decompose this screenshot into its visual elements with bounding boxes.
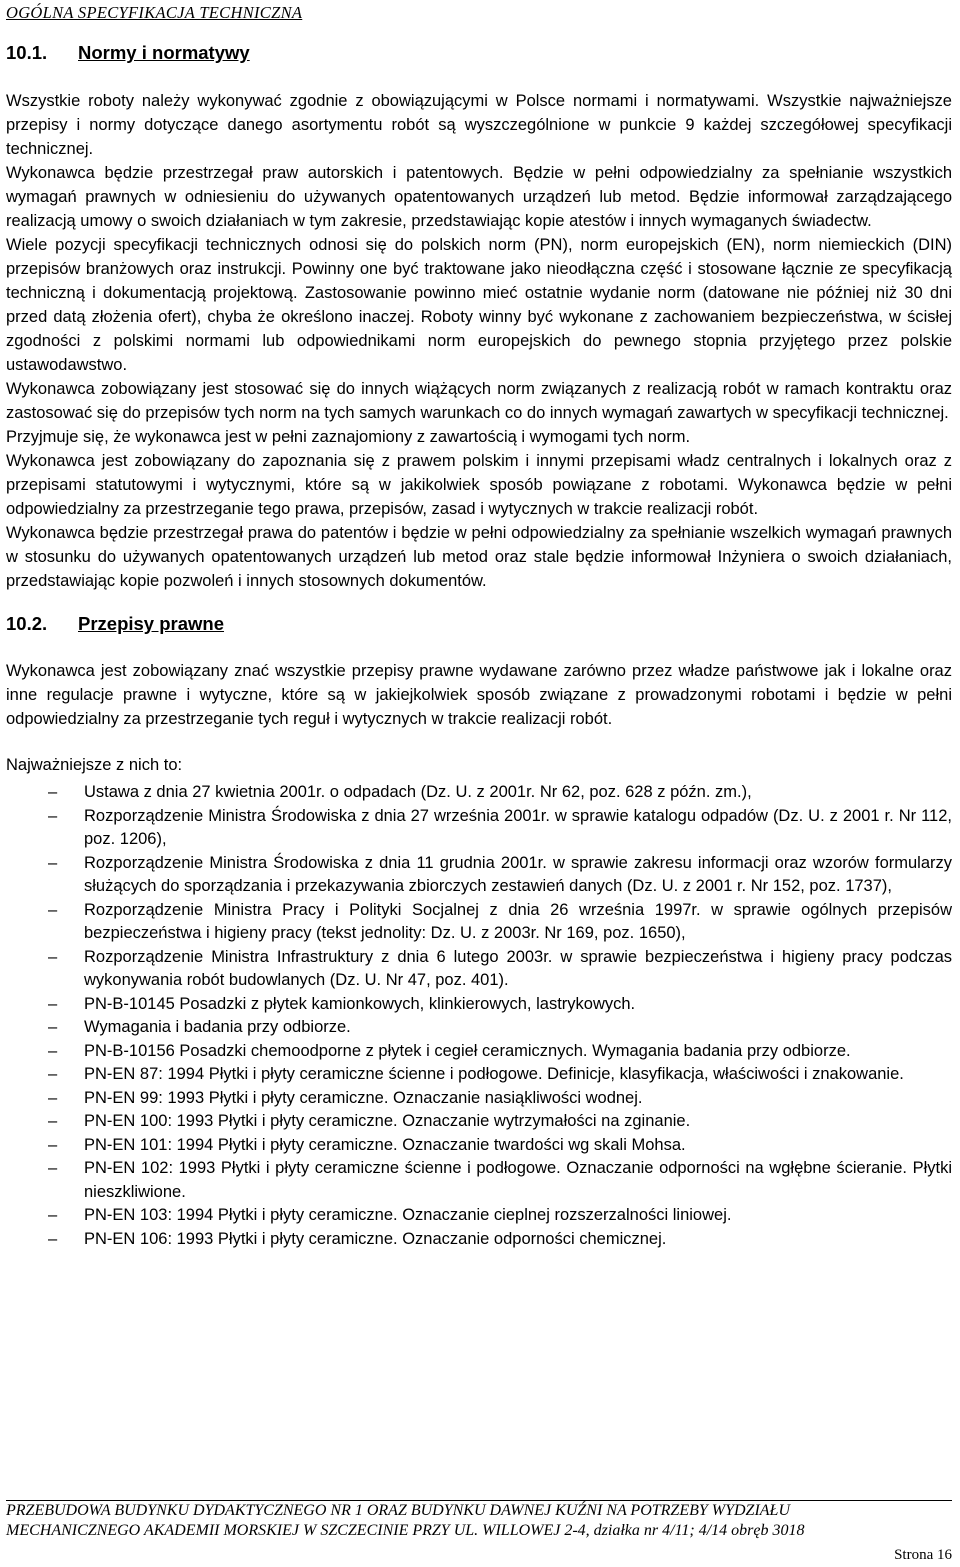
dash-bullet: – [48,1088,58,1107]
dash-bullet: – [48,947,58,966]
paragraph: Wykonawca będzie przestrzegał praw autorskich i patentowych. Będzie w pełni odpowiedzialny za spełnianie wszystkich wymagań prawnych w odniesieniu do używanych opatentowanych urządzeń lub metod. Będzie informował zarządzającego realizacją umowy o swoich działaniach w tym zakresie, przedstawiając kopie atestów i innych wymaganych świadectw. [6,164,952,230]
paragraph: Wykonawca zobowiązany jest stosować się do innych wiążących norm związanych z realizacją robót w ramach kontraktu oraz zastosować się do przepisów tych norm na tych samych warunkach co do innych wymagań zawartych w specyfikacji technicznej. [6,380,952,422]
paragraph: Wykonawca jest zobowiązany do zapoznania się z prawem polskim i innymi przepisami władz centralnych i lokalnych oraz z przepisami statutowymi i wytycznymi, które są w jakikolwiek sposób powiązane z robotami. Wykonawca będzie w pełni odpowiedzialny za przestrzeganie tego prawa, przepisów, zasad i wytycznych w trakcie realizacji robót. [6,452,952,518]
list-item: – PN-EN 103: 1994 Płytki i płyty ceramiczne. Oznaczanie cieplnej rozszerzalności liniowej. [6,1204,952,1228]
paragraph: Wykonawca jest zobowiązany znać wszystkie przepisy prawne wydawane zarówno przez władze państwowe jak i lokalne oraz inne regulacje prawne i wytyczne, które są w jakiejkolwiek sposób związane z prowadzonymi robotami i będzie w pełni odpowiedzialny za przestrzeganie tych reguł i wytycznych w trakcie realizacji robót. [6,662,952,728]
dash-bullet: – [48,1229,58,1248]
dash-bullet: – [48,1206,58,1224]
section-number: 10.1. [6,42,48,63]
list-item: – PN-EN 106: 1993 Płytki i płyty ceramiczne. Oznaczanie odporności chemicznej. [6,1228,952,1252]
dash-bullet: – [48,900,58,919]
page-number: Strona 16 [894,1547,952,1563]
list-item: – PN-EN 101: 1994 Płytki i płyty ceramiczne. Oznaczanie twardości wg skali Mohsa. [6,1134,952,1158]
list-item: – Rozporządzenie Ministra Środowiska z dnia 11 grudnia 2001r. w sprawie zakresu informacji oraz wzorów formularzy służących do sporządzania i przekazywania zbiorczych zestawień danych (Dz. U. z 2001 r. Nr 152, poz. 1737), [6,852,952,899]
paragraph: Wykonawca będzie przestrzegał prawa do patentów i będzie w pełni odpowiedzialny za spełnianie wszelkich wymagań prawnych w stosunku do używanych opatentowanych urządzeń lub metod oraz stale będzie informował Inżyniera o swoich działaniach, przedstawiając kopie pozwoleń i innych stosownych dokumentów. [6,524,952,590]
section-heading-10-1 [6,42,952,64]
list-item: – PN-EN 102: 1993 Płytki i płyty ceramiczne ścienne i podłogowe. Oznaczanie odporności na wgłębne ścieranie. Płytki nieszkliwione. [6,1157,952,1204]
list-item: – PN-B-10156 Posadzki chemoodporne z płytek i cegieł ceramicznych. Wymagania badania przy odbiorze. [6,1040,952,1064]
list-item: – Ustawa z dnia 27 kwietnia 2001r. o odpadach (Dz. U. z 2001r. Nr 62, poz. 628 z późn. zm.), [6,781,952,805]
section-heading-10-2 [6,613,952,635]
list-intro: Najważniejsze z nich to: [6,756,183,774]
dash-bullet: – [48,853,58,872]
dash-bullet: – [48,1112,58,1130]
page-footer [6,1501,952,1541]
dash-bullet: – [48,1065,58,1083]
dash-bullet: – [48,994,58,1013]
paragraph: Wiele pozycji specyfikacji technicznych odnosi się do polskich norm (PN), norm europejskich (EN), norm niemieckich (DIN) przepisów branżowych oraz instrukcji. Powinny one być traktowane jako nieodłączna część i stosowane łącznie ze specyfikacją techniczną i dokumentacją projektową. Zastosowanie powinno mieć ostatnie wydanie norm (datowane nie później niż 30 dni przed datą złożenia ofert), chyba że określono inaczej. Roboty winny być wykonane z zachowaniem bezpieczeństwa, w ścisłej zgodności z polskimi normami lub odpowiednikami norm europejskich do pewnego stopnia przyjętego przez polskie ustawodawstwo. [6,236,952,374]
list-item: – PN-B-10145 Posadzki z płytek kamionkowych, klinkierowych, lastrykowych. [6,993,952,1017]
footer-line: MECHANICZNEGO AKADEMII MORSKIEJ W SZCZECINIE PRZY UL. WILLOWEJ 2-4, działka nr 4/11; 4/14 obręb 3018 [6,1522,805,1539]
footer-line: PRZEBUDOWA BUDYNKU DYDAKTYCZNEGO NR 1 ORAZ BUDYNKU DAWNEJ KUŹNI NA POTRZEBY WYDZIAŁU [6,1502,790,1519]
list-item: – PN-EN 99: 1993 Płytki i płyty ceramiczne. Oznaczanie nasiąkliwości wodnej. [6,1087,952,1111]
regulations-list [6,781,952,1251]
paragraph: Wszystkie roboty należy wykonywać zgodnie z obowiązującymi w Polsce normami i normatywami. Wszystkie najważniejsze przepisy i normy dotyczące danego asortymentu robót są wyszczególnione w punkcie 9 każdej szczegółowej specyfikacji technicznej. [6,92,952,158]
section-title: Przepisy prawne [78,613,225,634]
section-10-2-body [6,659,952,1251]
dash-bullet: – [48,783,58,801]
dash-bullet: – [48,1041,58,1060]
list-item: – Wymagania i badania przy odbiorze. [6,1016,952,1040]
list-item: – Rozporządzenie Ministra Środowiska z dnia 27 września 2001r. w sprawie katalogu odpadów (Dz. U. z 2001 r. Nr 112, poz. 1206), [6,805,952,852]
section-10-1-body [6,89,952,593]
list-item: – PN-EN 100: 1993 Płytki i płyty ceramiczne. Oznaczanie wytrzymałości na zginanie. [6,1110,952,1134]
section-number: 10.2. [6,613,48,634]
dash-bullet: – [48,1159,58,1177]
list-item: – Rozporządzenie Ministra Infrastruktury z dnia 6 lutego 2003r. w sprawie bezpieczeństwa i higieny pracy podczas wykonywania robót budowlanych (Dz. U. Nr 47, poz. 401). [6,946,952,993]
document-body [6,42,952,1251]
dash-bullet: – [48,806,58,825]
dash-bullet: – [48,1135,58,1154]
section-title: Normy i normatywy [78,42,250,63]
dash-bullet: – [48,1018,58,1036]
paragraph: Przyjmuje się, że wykonawca jest w pełni zaznajomiony z zawartością i wymogami tych norm. [6,428,691,446]
page-header: OGÓLNA SPECYFIKACJA TECHNICZNA [6,3,303,22]
list-item: – Rozporządzenie Ministra Pracy i Polityki Socjalnej z dnia 26 września 1997r. w sprawie ogólnych przepisów bezpieczeństwa i higieny pracy (tekst jednolity: Dz. U. z 2003r. Nr 169, poz. 1650), [6,899,952,946]
list-item: – PN-EN 87: 1994 Płytki i płyty ceramiczne ścienne i podłogowe. Definicje, klasyfikacja, właściwości i znakowanie. [6,1063,952,1087]
